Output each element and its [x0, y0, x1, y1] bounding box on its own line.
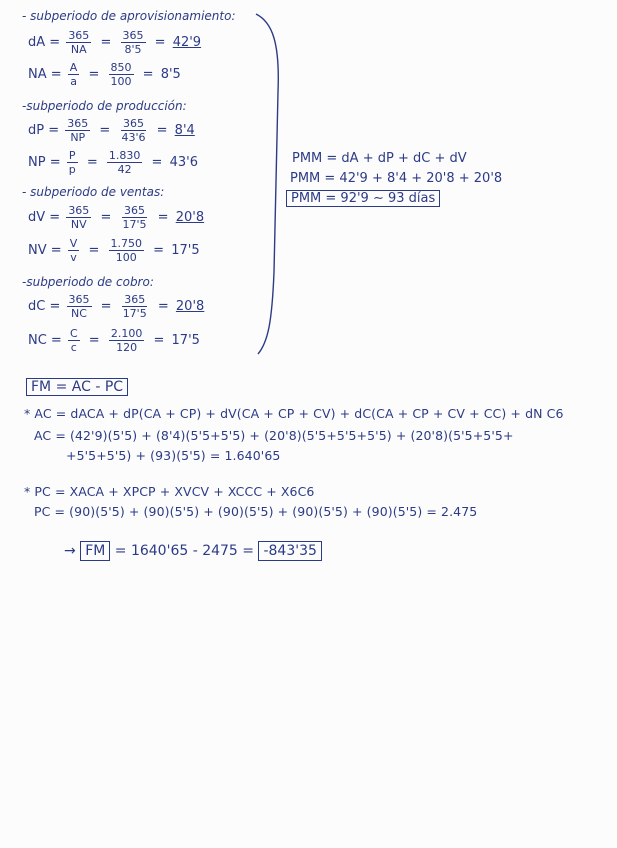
equation-NP: NP = $\frac{P}{p}$ = $\frac{1.830}{42}$ = 43'6 [28, 149, 198, 176]
curly-brace [250, 12, 290, 357]
equation-dC: dC = $\frac{365}{NC}$ = $\frac{365}{17'5}$ = 20'8 [28, 293, 205, 320]
pmm-formula: PMM = dA + dP + dC + dV [292, 151, 467, 166]
pmm-values: PMM = 42'9 + 8'4 + 20'8 + 20'8 [290, 171, 503, 186]
pc-values: PC = (90)(5'5) + (90)(5'5) + (90)(5'5) + (90)(5'5) + (90)(5'5) = 2.475 [34, 504, 478, 519]
fm-result-value: -843'35 [258, 541, 321, 561]
equation-dA: dA = $\frac{365}{NA}$ = $\frac{365}{8'5}$ = 42'9 [28, 29, 202, 56]
heading-produccion: -subperiodo de producción: [22, 99, 187, 113]
fm-result-line: → FM = 1640'65 - 2475 = -843'35 [64, 544, 322, 558]
pmm-result: PMM = 92'9 ∼ 93 días [286, 190, 440, 207]
equation-NC: NC = $\frac{C}{c}$ = $\frac{2.100}{120}$ = 17'5 [28, 327, 200, 354]
ac-values-line2: +5'5+5'5) + (93)(5'5) = 1.640'65 [66, 448, 281, 463]
ac-formula: * AC = dACA + dP(CA + CP) + dV(CA + CP + CV) + dC(CA + CP + CV + CC) + dN C6 [24, 406, 564, 421]
pc-formula: * PC = XACA + XPCP + XVCV + XCCC + X6C6 [24, 484, 315, 499]
fm-title: FM = AC - PC [26, 378, 128, 396]
heading-cobro: -subperiodo de cobro: [22, 275, 154, 289]
fm-result-label: FM [80, 541, 110, 561]
heading-ventas: - subperiodo de ventas: [22, 185, 165, 199]
arrow-icon: → [64, 543, 76, 559]
heading-aprovisionamiento: - subperiodo de aprovisionamiento: [22, 9, 236, 23]
ac-values-line1: AC = (42'9)(5'5) + (8'4)(5'5+5'5) + (20'8)(5'5+5'5+5'5) + (20'8)(5'5+5'5+ [34, 428, 514, 443]
equation-dP: dP = $\frac{365}{NP}$ = $\frac{365}{43'6}$ = 8'4 [28, 117, 195, 144]
equation-dV: dV = $\frac{365}{NV}$ = $\frac{365}{17'5}$ = 20'8 [28, 204, 205, 231]
equation-NA: NA = $\frac{A}{a}$ = $\frac{850}{100}$ = 8'5 [28, 61, 181, 88]
equation-NV: NV = $\frac{V}{v}$ = $\frac{1.750}{100}$ = 17'5 [28, 237, 200, 264]
